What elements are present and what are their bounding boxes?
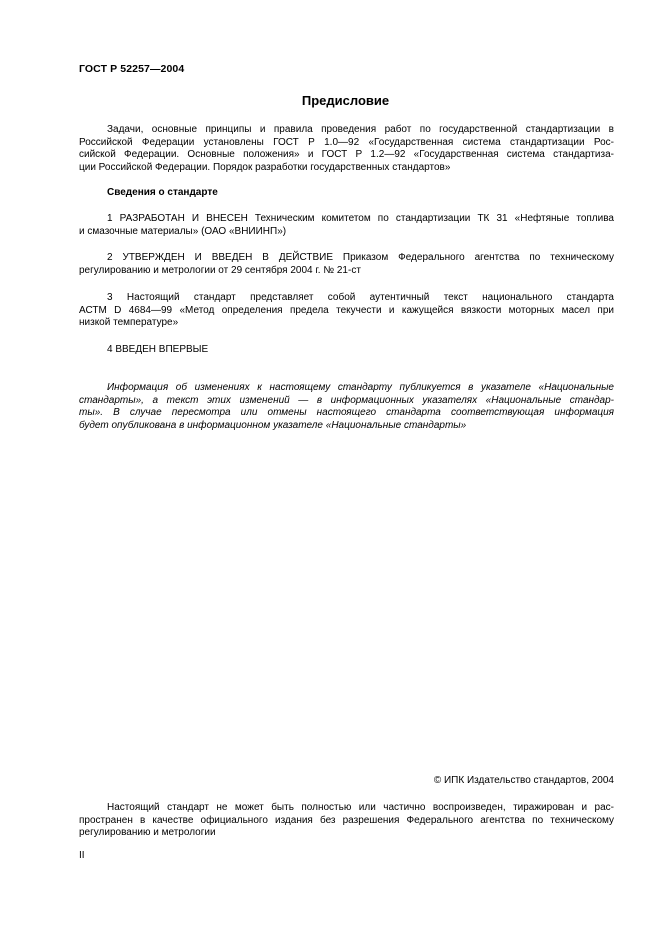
item-3 [79,292,614,330]
intro-line: сийской Федерации. Основные положения» и ГОСТ Р 1.2—92 «Государственная система стандартиза- [79,149,614,161]
notice-paragraph [79,382,614,432]
item-4 [79,344,614,357]
page-number: II [79,850,85,861]
notice-line: стандарты», а текст этих изменений — в информационных указателях «Национальные стандар- [79,394,614,406]
item-line: 1 РАЗРАБОТАН И ВНЕСЕН Техническим комитетом по стандартизации ТК 31 «Нефтяные топлива [107,213,614,224]
info-heading: Сведения о стандарте [107,187,218,198]
intro-line: Задачи, основные принципы и правила проведения работ по государственной стандартизации в [107,124,614,135]
item-line: 4 ВВЕДЕН ВПЕРВЫЕ [107,344,209,355]
notice-line: Информация об изменениях к настоящему стандарту публикуется в указателе «Национальные [107,382,614,393]
page-title: Предисловие [301,93,390,108]
copyright-notice: © ИПК Издательство стандартов, 2004 [433,775,614,786]
notice-line: ты». В случае пересмотра или отмены настоящего стандарта соответствующая информация [79,407,614,419]
footer-line: Настоящий стандарт не может быть полностью или частично воспроизведен, тиражирован и рас- [107,802,614,813]
intro-line: ции Российской Федерации. Порядок разработки государственных стандартов» [79,161,451,173]
intro-line: Российской Федерации установлены ГОСТ Р 1.0—92 «Государственная система стандартизации Рос- [79,136,614,148]
item-1 [79,213,614,238]
info-heading-block [79,187,614,200]
standard-code: ГОСТ Р 52257—2004 [79,63,185,75]
footer-line: пространен в качестве официального издания без разрешения Федерального агентства по техническому [79,814,614,826]
item-line: АСТМ D 4684—99 «Метод определения предела текучести и кажущейся вязкости моторных масел при [79,304,614,316]
footer-line: регулированию и метрологии [79,827,216,839]
item-2 [79,252,614,277]
item-line: 2 УТВЕРЖДЕН И ВВЕДЕН В ДЕЙСТВИЕ Приказом Федерального агентства по техническому [107,252,614,263]
item-line: низкой температуре» [79,317,179,329]
notice-line: будет опубликована в информационном указателе «Национальные стандарты» [79,419,467,431]
item-line: и смазочные материалы» (ОАО «ВНИИНП») [79,225,287,237]
footer-notice [79,802,614,840]
item-line: регулированию и метрологии от 29 сентября 2004 г. № 21-ст [79,264,361,276]
intro-paragraph [79,124,614,174]
item-line: 3 Настоящий стандарт представляет собой аутентичный текст национального стандарта [107,292,614,303]
